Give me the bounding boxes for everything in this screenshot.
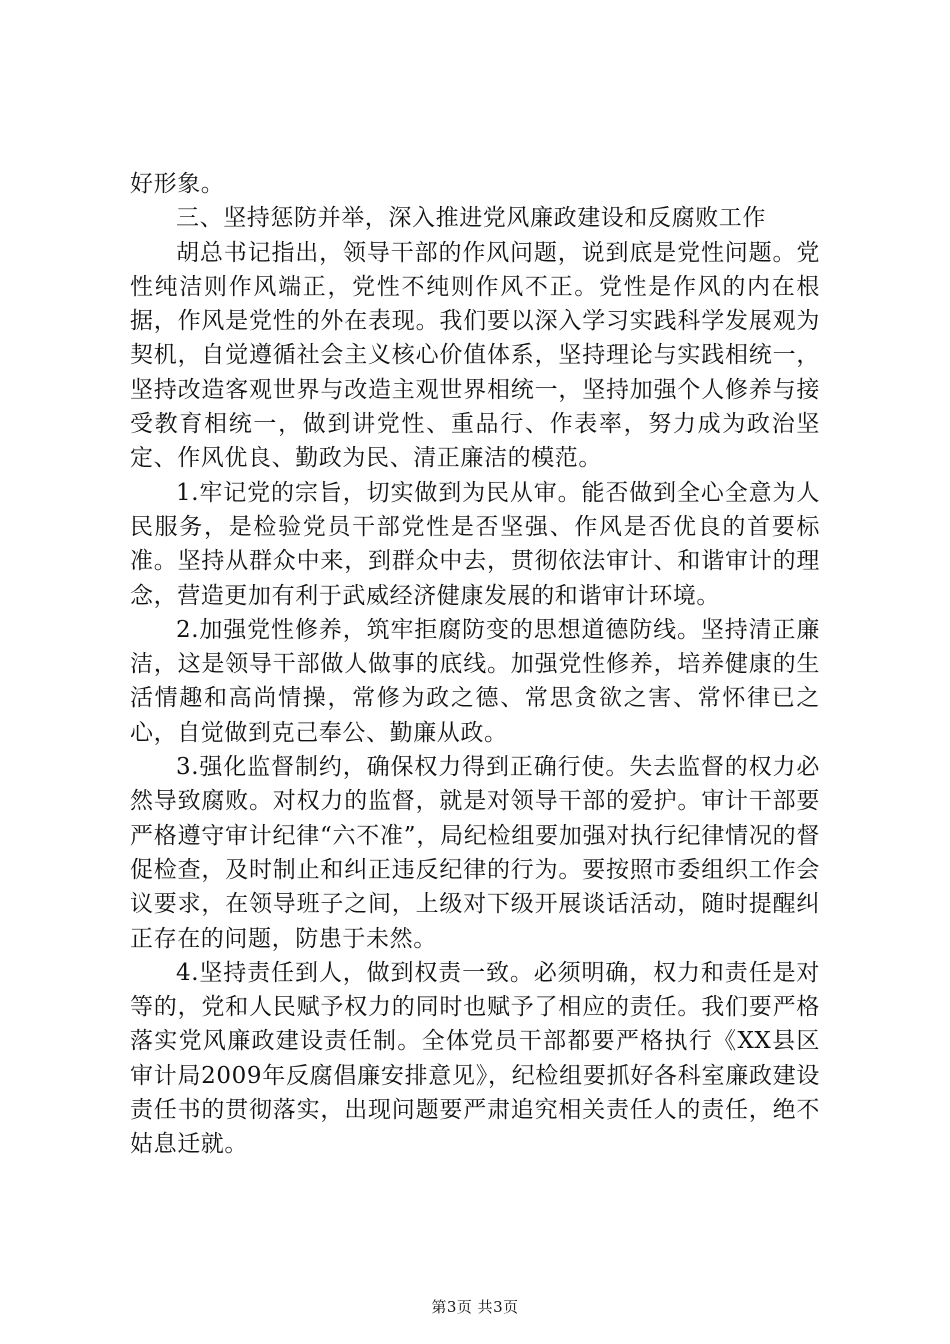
- section-heading: 三、坚持惩防并举，深入推进党风廉政建设和反腐败工作: [176, 205, 766, 232]
- page-footer: [0, 1296, 950, 1317]
- paragraph-item-2: 2.加强党性修养，筑牢拒腐防变的思想道德防线。坚持清正廉洁，这是领导干部做人做事的底线。加强党性修养，培养健康的生活情趣和高尚情操，常修为政之德、常思贪欲之害、常怀律已之心，自觉做到克己奉公、勤廉从政。: [130, 616, 820, 746]
- page-number-label: 第3页 共3页: [431, 1298, 519, 1316]
- paragraph-continuation: 好形象。: [130, 171, 225, 197]
- paragraph-item-1: 1.牢记党的宗旨，切实做到为民从审。能否做到全心全意为人民服务，是检验党员干部党性是否坚强、作风是否优良的首要标准。坚持从群众中来，到群众中去，贯彻依法审计、和谐审计的理念，营造更加有利于武威经济健康发展的和谐审计环境。: [130, 479, 820, 609]
- paragraph-item-4: 4.坚持责任到人，做到权责一致。必须明确，权力和责任是对等的，党和人民赋予权力的同时也赋予了相应的责任。我们要严格落实党风廉政建设责任制。全体党员干部都要严格执行《XX县区审计局2009年反腐倡廉安排意见》，纪检组要抓好各科室廉政建设责任书的贯彻落实，出现问题要严肃追究相关责任人的责任，绝不姑息迁就。: [130, 959, 820, 1158]
- paragraph-intro: 胡总书记指出，领导干部的作风问题，说到底是党性问题。党性纯洁则作风端正，党性不纯则作风不正。党性是作风的内在根据，作风是党性的外在表现。我们要以深入学习实践科学发展观为契机，自觉遵循社会主义核心价值体系，坚持理论与实践相统一，坚持改造客观世界与改造主观世界相统一，坚持加强个人修养与接受教育相统一，做到讲党性、重品行、作表率，努力成为政治坚定、作风优良、勤政为民、清正廉洁的模范。: [130, 239, 820, 472]
- document-body: [130, 167, 820, 1162]
- paragraph-item-3: 3.强化监督制约，确保权力得到正确行使。失去监督的权力必然导致腐败。对权力的监督，就是对领导干部的爱护。审计干部要严格遵守审计纪律“六不准”，局纪检组要加强对执行纪律情况的督促检查，及时制止和纠正违反纪律的行为。要按照市委组织工作会议要求，在领导班子之间，上级对下级开展谈话活动，随时提醒纠正存在的问题，防患于未然。: [130, 754, 820, 952]
